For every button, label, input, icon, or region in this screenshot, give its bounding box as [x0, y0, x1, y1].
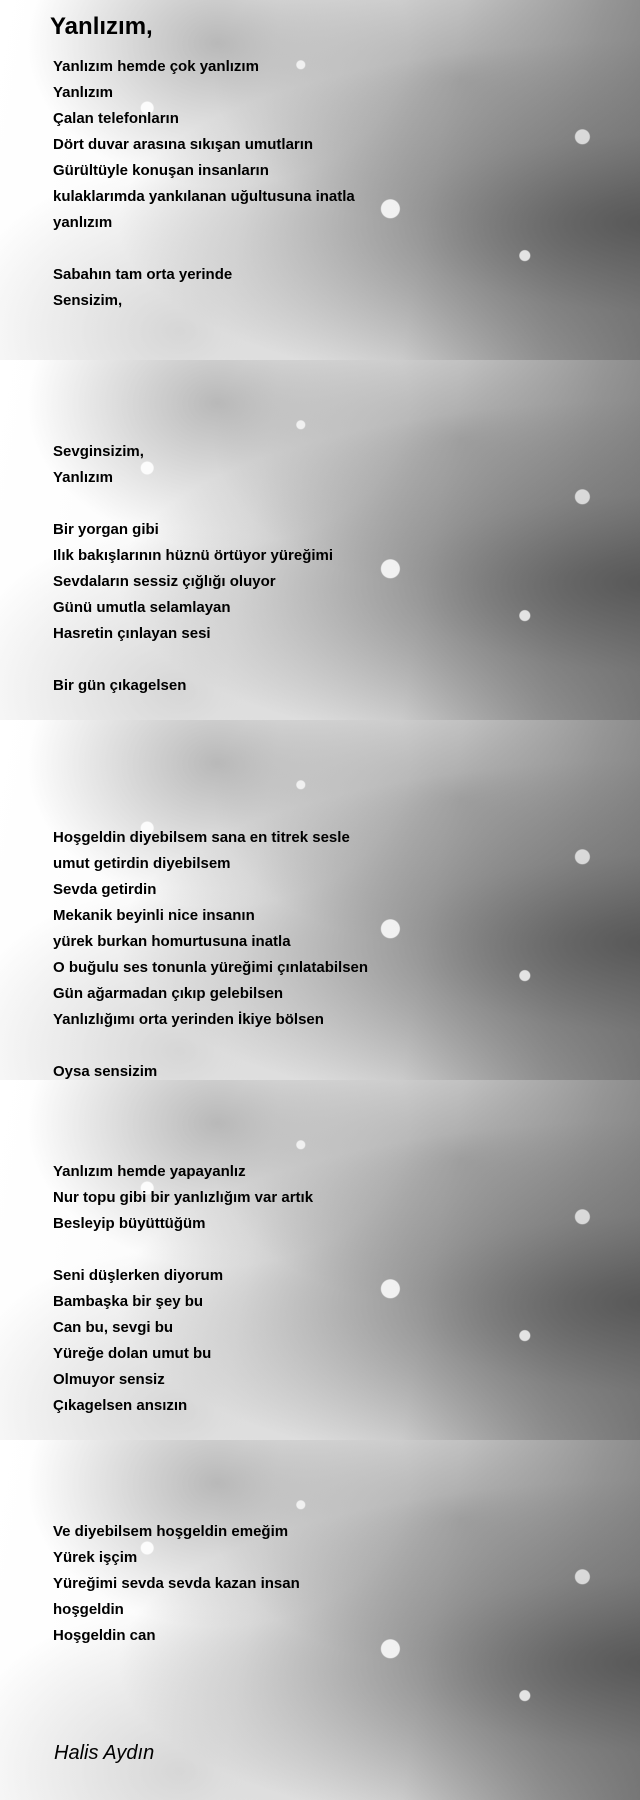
poem-line [53, 773, 573, 799]
poem-line [53, 647, 573, 673]
poem-line: Gün ağarmadan çıkıp gelebilsen [53, 985, 284, 1002]
poem-line: O buğulu ses tonunla yüreğimi çınlatabilsen [53, 959, 369, 976]
poem-line: Hoşgeldin can [53, 1627, 156, 1644]
poem-card-3 [0, 720, 640, 1080]
poem-line [53, 1237, 573, 1263]
poem-line [53, 236, 573, 262]
poem-line: Yürek işçim [53, 1549, 138, 1566]
poem-line: Olmuyor sensiz [53, 1371, 165, 1388]
poem-line [53, 799, 573, 825]
poem-card-2 [0, 360, 640, 720]
poem-line: umut getirdin diyebilsem [53, 855, 231, 872]
poem-line: Can bu, sevgi bu [53, 1319, 174, 1336]
poem-line: Hoşgeldin diyebilsem sana en titrek sesle [53, 829, 350, 846]
poem-line: Hasretin çınlayan sesi [53, 625, 211, 642]
poem-line: Yanlızlığımı orta yerinden İkiye bölsen [53, 1011, 324, 1028]
poem-line: Yanlızım hemde çok yanlızım [53, 58, 259, 75]
poem-line: Oysa sensizim [53, 1063, 158, 1080]
poem-stanza [53, 1493, 573, 1649]
poem-line: Sabahın tam orta yerinde [53, 266, 233, 283]
poem-author: Halis Aydın [54, 1742, 155, 1764]
poem-stanza [53, 413, 573, 699]
poem-stanza [53, 1133, 573, 1419]
poem-line: Gürültüyle konuşan insanların [53, 162, 269, 179]
poem-line: Seni düşlerken diyorum [53, 1267, 224, 1284]
poem-card-4 [0, 1080, 640, 1440]
poem-line: Sevda getirdin [53, 881, 157, 898]
poem-line [53, 1493, 573, 1519]
poem-line: Yüreğimi sevda sevda kazan insan [53, 1575, 300, 1592]
poem-line: Nur topu gibi bir yanlızlığım var artık [53, 1189, 314, 1206]
poem-line [53, 491, 573, 517]
poem-line: Yüreğe dolan umut bu [53, 1345, 212, 1362]
poem-line: Sevginsizim, [53, 443, 144, 460]
poem-stanza [53, 54, 573, 314]
poem-line [53, 1033, 573, 1059]
poem-line: Bambaşka bir şey bu [53, 1293, 204, 1310]
poem-line: Ilık bakışlarının hüznü örtüyor yüreğimi [53, 547, 334, 564]
poem-line: Yanlızım hemde yapayanlız [53, 1163, 246, 1180]
poem-line: Çıkagelsen ansızın [53, 1397, 188, 1414]
poem-line: Çalan telefonların [53, 110, 179, 127]
poem-stanza [53, 773, 573, 1080]
poem-line: hoşgeldin [53, 1601, 124, 1618]
poem-line: Yanlızım [53, 469, 114, 486]
poem-line: yanlızım [53, 214, 113, 231]
poem-line: Sevdaların sessiz çığlığı oluyor [53, 573, 276, 590]
poem-line: Ve diyebilsem hoşgeldin emeğim [53, 1523, 289, 1540]
poem-line: Besleyip büyüttüğüm [53, 1215, 206, 1232]
poem-line: Bir yorgan gibi [53, 521, 159, 538]
poem-line [53, 1133, 573, 1159]
poem-line: Dört duvar arasına sıkışan umutların [53, 136, 314, 153]
poem-line: yürek burkan homurtusuna inatla [53, 933, 291, 950]
poem-title: Yanlızım, [50, 13, 153, 40]
poem-line: Yanlızım [53, 84, 114, 101]
poem-line: Sensizim, [53, 292, 123, 309]
poem-line: Mekanik beyinli nice insanın [53, 907, 255, 924]
poem-line: kulaklarımda yankılanan uğultusuna inatla [53, 188, 355, 205]
poem-card-1 [0, 0, 640, 360]
poem-line: Bir gün çıkagelsen [53, 677, 187, 694]
poem-card-5 [0, 1440, 640, 1800]
poem-line [53, 413, 573, 439]
poem-line: Günü umutla selamlayan [53, 599, 231, 616]
